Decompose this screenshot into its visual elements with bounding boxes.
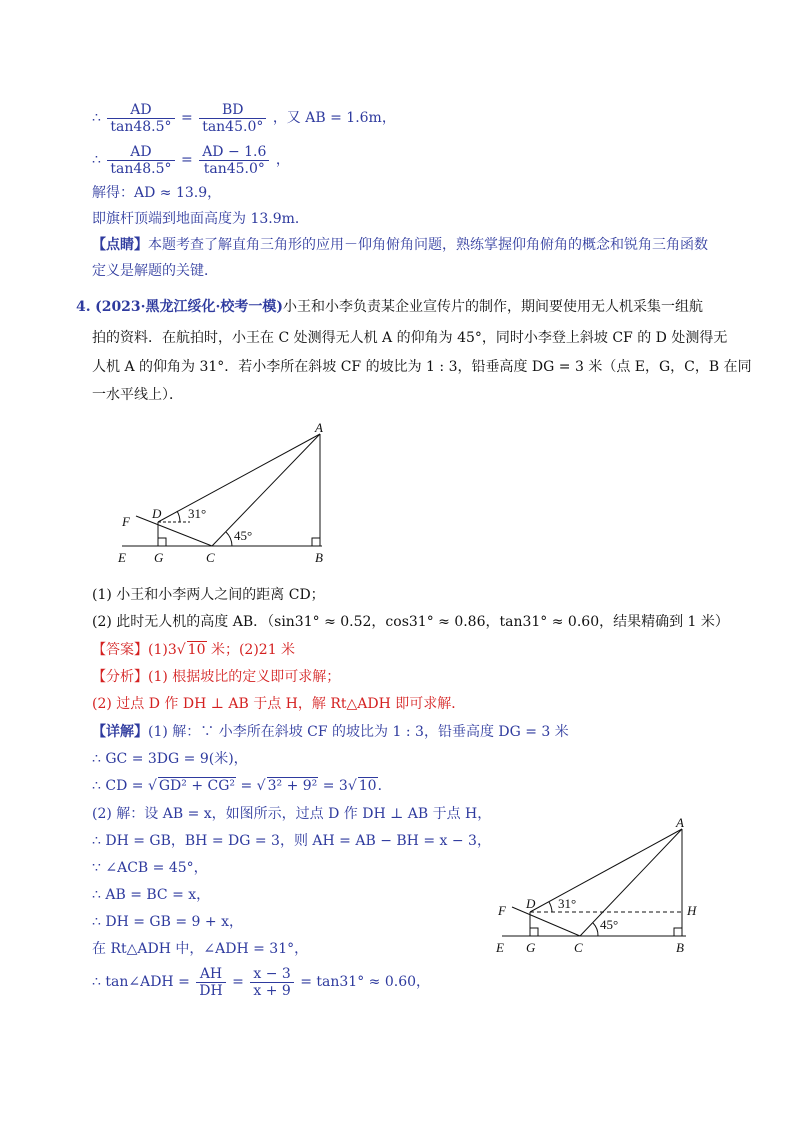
analysis-line-2: (2) 过点 D 作 DH ⊥ AB 于点 H，解 Rt△ADH 即可求解． [92,696,466,712]
label-B: B [676,940,684,955]
detail-line-10: ∴ tan∠ADH = $\frac{AH}{DH}$ = $\frac{x - 3}{x + 9}$ = tan31° ≈ 0.60， [92,965,431,999]
detail-line-3: ∴ CD = √ GD² + CG² = √ 3² + 9² = 3√ 10． [92,778,392,794]
slope-CF [512,907,580,936]
analysis-tag: 【分析】 [92,669,148,685]
detail-line-5: ∴ DH = GB，BH = DG = 3，则 AH = AB − BH = x − 3， [92,833,491,849]
right-angle-B [674,928,682,936]
problem-source: (2023·黑龙江绥化·校考一模) [95,299,284,315]
comment-line-2: 定义是解题的关键． [92,263,218,279]
label-G: G [154,550,164,565]
eq-line-1: ∴ $\frac{AD}{\tan 48.5^\circ}$ = $\frac{BD}{\tan 45.0^\circ}$ ，又 AB = 1.6m， [92,101,396,135]
angle-label-31: 31° [188,506,207,521]
angle-arc-45 [226,532,232,546]
angle-arc-45 [593,923,598,936]
question-2: (2) 此时无人机的高度 AB．（sin31° ≈ 0.52，cos31° ≈ 0.86，tan31° ≈ 0.60，结果精确到 1 米） [92,614,729,630]
detail-line-9: 在 Rt△ADH 中，∠ADH = 31°， [92,941,309,957]
right-angle-G [158,538,166,546]
angle-label-45: 45° [234,528,253,543]
analysis-line-1: 【分析】(1) 根据坡比的定义即可求解； [92,669,341,685]
segment-AD [530,829,682,912]
label-A: A [676,815,684,830]
angle-arc-31 [177,511,180,522]
label-A: A [315,420,323,435]
segment-AD [158,434,320,522]
fraction: $\frac{AD}{\tan 48.5^\circ}$ [107,102,174,135]
comment-line-1: 【点睛】本题考查了解直角三角形的应用－仰角俯角问题，熟练掌握仰角俯角的概念和锐角三角函数 [92,237,708,253]
angle-arc-31 [549,902,552,912]
problem-number: 4. [76,299,91,315]
label-C: C [206,550,215,565]
angle-label-45: 45° [600,917,619,932]
eq-line-2: ∴ $\frac{AD}{\tan 48.5^\circ}$ = $\frac{AD - 1.6}{\tan 45.0^\circ}$ ， [92,143,290,177]
detail-line-1: 【详解】(1) 解：∵ 小李所在斜坡 CF 的坡比为 1 : 3，铅垂高度 DG = 3 米 [92,724,569,740]
problem-line-4: 一水平线上）． [92,387,183,403]
segment-AC [580,829,682,936]
detail-line-4: (2) 解：设 AB = x，如图所示，过点 D 作 DH ⊥ AB 于点 H， [92,806,492,822]
answer-tag: 【答案】 [92,642,148,658]
fraction: $\frac{BD}{\tan 45.0^\circ}$ [199,102,266,135]
segment-AC [212,434,320,546]
detail-tag: 【详解】 [92,724,148,740]
problem-line-1: 4. (2023·黑龙江绥化·校考一模)小王和小李负责某企业宣传片的制作，期间要使用无人机采集一组航 [76,299,704,315]
problem-line-3: 人机 A 的仰角为 31°．若小李所在斜坡 CF 的坡比为 1 : 3，铅垂高度 DG = 3 米（点 E，G，C，B 在同 [92,359,752,375]
detail-line-8: ∴ DH = GB = 9 + x， [92,914,243,930]
fraction: $\frac{AH}{DH}$ [196,966,225,999]
comment-tag: 【点睛】 [92,237,148,253]
solution-conclusion: 即旗杆顶端到地面高度为 13.9m． [92,211,309,227]
problem-figure [110,420,340,570]
label-E: E [496,940,504,955]
label-F: F [498,903,506,918]
right-angle-B [312,538,320,546]
answer-line: 【答案】(1)3√ 10 米；(2)21 米 [92,642,296,658]
label-H: H [687,903,697,918]
label-D: D [152,506,162,521]
fraction: $\frac{AD}{\tan 48.5^\circ}$ [107,144,174,177]
label-F: F [122,514,130,529]
label-E: E [118,550,126,565]
detail-line-6: ∵ ∠ACB = 45°， [92,860,208,876]
solution-figure [490,815,710,960]
label-D: D [526,896,536,911]
therefore-symbol: ∴ [92,110,101,126]
fraction: $\frac{x - 3}{x + 9}$ [250,966,293,999]
question-1: (1) 小王和小李两人之间的距离 CD； [92,587,325,603]
detail-line-7: ∴ AB = BC = x， [92,887,211,903]
solution-result: 解得：AD ≈ 13.9， [92,185,222,201]
label-G: G [526,940,536,955]
fraction: $\frac{AD - 1.6}{\tan 45.0^\circ}$ [199,144,269,177]
detail-line-2: ∴ GC = 3DG = 9(米)， [92,751,248,767]
label-B: B [315,550,323,565]
angle-label-31: 31° [558,896,577,911]
problem-line-2: 拍的资料．在航拍时，小王在 C 处测得无人机 A 的仰角为 45°，同时小李登上斜坡 CF 的 D 处测得无 [92,330,728,346]
label-C: C [574,940,583,955]
right-angle-G [530,928,538,936]
